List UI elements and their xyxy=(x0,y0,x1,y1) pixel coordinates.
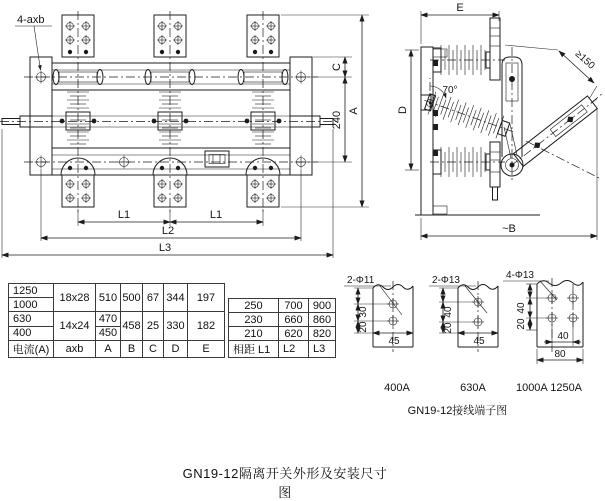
hole-pitch-label: 40 xyxy=(443,306,454,318)
distance-cell: 660 xyxy=(279,313,309,327)
distance-table xyxy=(228,298,336,358)
dim-e-label: E xyxy=(456,2,464,14)
clearance-label: ≥150 xyxy=(572,48,597,72)
distance-cell: 900 xyxy=(309,299,336,313)
dim-l1-right-label: L1 xyxy=(209,209,223,221)
distance-cell: 860 xyxy=(309,313,336,327)
nameplate xyxy=(205,151,229,167)
spec-cell: 182 xyxy=(188,312,225,340)
dim-a-label: A xyxy=(348,107,360,115)
dim-240-label: 240 xyxy=(331,110,343,130)
spec-cell: 25 xyxy=(143,312,164,340)
front-view xyxy=(0,11,369,258)
col-pitch-label: 40 xyxy=(557,331,569,342)
spec-header-cell: A xyxy=(96,340,121,357)
spec-cell: 344 xyxy=(164,284,188,312)
terminal-callout: 2-Φ11 xyxy=(347,275,375,286)
dim-l3-label: L3 xyxy=(158,242,172,254)
spec-cell: 197 xyxy=(188,284,225,312)
spec-cell: 67 xyxy=(143,284,164,312)
distance-cell: 820 xyxy=(309,327,336,341)
end-distance-label: 20 xyxy=(516,318,527,330)
spec-cell: 450 xyxy=(96,326,121,340)
end-distance-label: 20 xyxy=(443,322,454,334)
dim-d-label: D xyxy=(397,106,409,114)
width-label: 80 xyxy=(554,349,566,360)
terminal-rating: 1000A 1250A xyxy=(515,382,583,394)
spec-cell: 470 xyxy=(96,312,121,326)
distance-header-cell: 相距 L1 xyxy=(229,341,279,358)
terminal-630a xyxy=(429,275,498,394)
width-label: 45 xyxy=(473,336,485,347)
distance-header-cell: L3 xyxy=(309,341,336,358)
spec-cell: 400 xyxy=(9,326,54,340)
spec-cell: 510 xyxy=(96,284,121,312)
end-distance-label: 20 xyxy=(358,321,369,333)
angle-label: 70° xyxy=(442,85,458,96)
spec-cell: 330 xyxy=(164,312,188,340)
terminal-rating: 630A xyxy=(460,382,486,394)
width-label: 45 xyxy=(388,336,400,347)
hole-pitch-label: 30 xyxy=(358,306,369,318)
spec-cell: 18x28 xyxy=(54,284,96,312)
distance-cell: 620 xyxy=(279,327,309,341)
terminal-1000a-1250a xyxy=(503,270,583,394)
dim-l1-left-label: L1 xyxy=(117,209,131,221)
spec-header-cell: axb xyxy=(54,340,96,357)
spec-cell: 458 xyxy=(121,312,143,340)
side-view xyxy=(397,2,603,240)
terminal-diagram-caption: GN19-12接线端子图 xyxy=(407,405,508,417)
spec-cell: 500 xyxy=(121,284,143,312)
spec-table xyxy=(8,283,225,358)
dim-c-label: C xyxy=(331,63,343,71)
terminal-callout: 2-Φ13 xyxy=(432,275,460,286)
spec-cell: 1000 xyxy=(9,298,54,312)
main-caption: GN19-12隔离开关外形及安装尺寸图 xyxy=(182,466,388,500)
distance-header-cell: L2 xyxy=(279,341,309,358)
distance-cell: 230 xyxy=(229,313,279,327)
distance-cell: 210 xyxy=(229,327,279,341)
spec-cell: 630 xyxy=(9,312,54,326)
spec-header-cell: E xyxy=(188,340,225,357)
distance-cell: 250 xyxy=(229,299,279,313)
spec-cell: 1250 xyxy=(9,284,54,298)
spec-header-cell: C xyxy=(143,340,164,357)
spec-header-cell: B xyxy=(121,340,143,357)
spec-header-cell: D xyxy=(164,340,188,357)
terminal-callout: 4-Φ13 xyxy=(506,270,534,281)
dim-l2-label: L2 xyxy=(161,225,175,237)
hole-pitch-label: 40 xyxy=(516,302,527,314)
terminal-rating: 400A xyxy=(384,382,410,394)
spec-cell: 14x24 xyxy=(54,312,96,340)
dim-b-label: ~B xyxy=(502,223,516,235)
hole-callout-label: 4-axb xyxy=(17,14,45,26)
distance-cell: 700 xyxy=(279,299,309,313)
terminal-400a xyxy=(344,275,413,394)
spec-header-cell: 电流(A) xyxy=(9,340,54,357)
